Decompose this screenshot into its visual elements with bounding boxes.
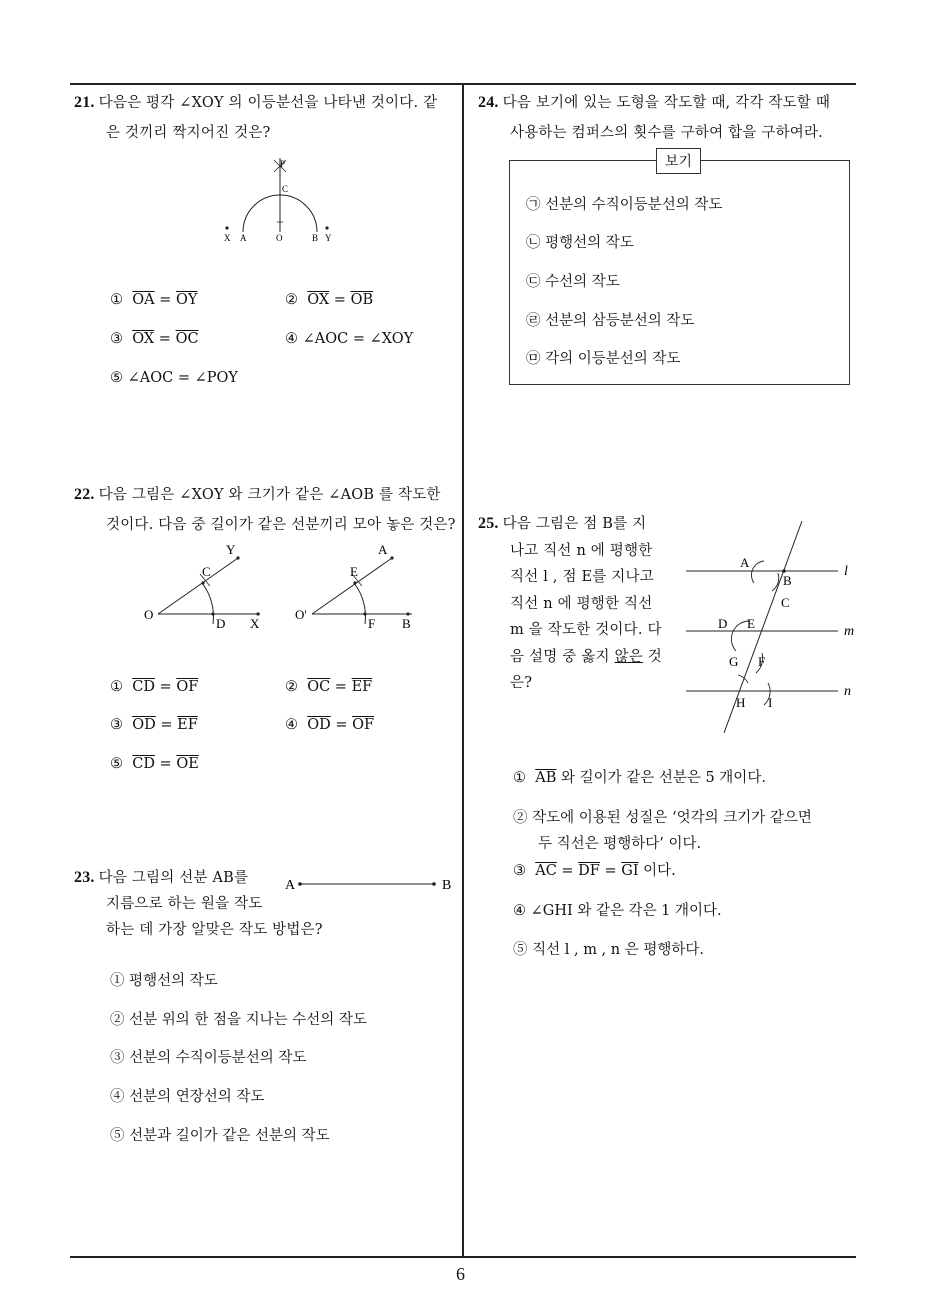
q23-option-1[interactable]: ① 평행선의 작도 xyxy=(110,973,218,989)
q22-line2: 것이다. 다음 중 길이가 같은 선분끼리 모아 놓은 것은? xyxy=(106,517,456,533)
q21-label-A: A xyxy=(240,233,247,243)
q21-label-B: B xyxy=(312,233,319,243)
q23-option-3[interactable]: ③ 선분의 수직이등분선의 작도 xyxy=(110,1050,307,1066)
q22-option-5[interactable]: ⑤ $\overline{CD} = \overline{OE}$ xyxy=(110,756,199,772)
q25-label-C: C xyxy=(781,595,790,610)
q25-label-D: D xyxy=(718,616,728,631)
q21-label-C: C xyxy=(282,184,289,194)
q25-stem xyxy=(478,511,678,697)
q21-label-O: O xyxy=(276,233,283,243)
q22-label-Y: Y xyxy=(226,542,236,557)
q23-line3: 하는 데 가장 알맞은 작도 방법은? xyxy=(106,922,323,938)
q24-bogi-item-5: ㉤ 각의 이등분선의 작도 xyxy=(526,351,681,367)
q24-bogi-item-2: ㉡ 평행선의 작도 xyxy=(526,235,634,251)
q22-label-F: F xyxy=(368,616,376,631)
q25-label-F: F xyxy=(758,654,766,669)
q21-option-4[interactable]: ④ ∠AOC = ∠XOY xyxy=(285,331,414,347)
q25-line4: 직선 n 에 평행한 직선 xyxy=(510,595,653,612)
q23-number: 23. xyxy=(74,869,95,886)
q23-label-A: A xyxy=(285,878,296,893)
q22-label-A: A xyxy=(378,542,388,557)
q22-label-B: B xyxy=(402,616,411,631)
q25-label-n: n xyxy=(844,684,851,699)
q21-line2: 은 것끼리 짝지어진 것은? xyxy=(106,125,271,141)
q21-label-Y: Y xyxy=(325,233,332,243)
q25-figure xyxy=(680,515,865,740)
page-number: 6 xyxy=(456,1264,465,1284)
q22-label-X: X xyxy=(250,616,260,631)
q25-line6: 음 설명 중 옳지 않은 것 xyxy=(510,648,662,665)
q22-label-O: O xyxy=(144,607,154,622)
q25-line1: 다음 그림은 점 B를 지 xyxy=(502,516,647,532)
q22-number: 22. xyxy=(74,486,95,503)
q22-option-4[interactable]: ④ $\overline{OD} = \overline{OF}$ xyxy=(285,717,375,733)
q25-label-m: m xyxy=(844,624,855,639)
q25-label-I: I xyxy=(768,695,773,710)
q25-option-1[interactable]: ① $\overline{AB}$ 와 길이가 같은 선분은 5 개이다. xyxy=(513,770,766,786)
q22-label-C: C xyxy=(202,564,211,579)
q23-line1: 다음 그림의 선분 AB를 xyxy=(98,870,249,886)
q25-label-G: G xyxy=(729,654,739,669)
q21-label-P: P xyxy=(280,159,286,169)
q25-label-E: E xyxy=(747,616,755,631)
q21-label-X: X xyxy=(224,233,231,243)
q24-bogi-item-1: ㉠ 선분의 수직이등분선의 작도 xyxy=(526,197,723,213)
q25-option-3[interactable]: ③ $\overline{AC} = \overline{DF} = \overline{GI}$ 이다. xyxy=(513,863,676,879)
q25-line5: m 을 작도한 것이다. 다 xyxy=(510,622,662,638)
q25-label-H: H xyxy=(736,695,746,710)
q22-figure xyxy=(140,540,430,635)
q22-line1: 다음 그림은 ∠XOY 와 크기가 같은 ∠AOB 를 작도한 xyxy=(98,487,441,503)
q21-stem xyxy=(74,88,459,148)
q25-label-A: A xyxy=(740,555,750,570)
q25-option-4[interactable]: ④ ∠GHI 와 같은 각은 1 개이다. xyxy=(513,903,722,919)
q25-label-l: l xyxy=(844,564,848,579)
q25-label-B: B xyxy=(783,573,792,588)
q25-option-5[interactable]: ⑤ 직선 l , m , n 은 평행하다. xyxy=(513,942,704,958)
q22-stem xyxy=(74,480,459,540)
q22-option-2[interactable]: ② $\overline{OC} = \overline{EF}$ xyxy=(285,679,373,695)
q22-option-1[interactable]: ① $\overline{CD} = \overline{OF}$ xyxy=(110,679,199,695)
q23-option-2[interactable]: ② 선분 위의 한 점을 지나는 수선의 작도 xyxy=(110,1012,367,1028)
q23-option-5[interactable]: ⑤ 선분과 길이가 같은 선분의 작도 xyxy=(110,1128,330,1144)
q22-label-O-prime: O' xyxy=(295,607,307,622)
q21-figure xyxy=(215,150,340,250)
q21-option-2[interactable]: ② $\overline{OX} = \overline{OB}$ xyxy=(285,292,374,308)
q21-option-1[interactable]: ① $\overline{OA} = \overline{OY}$ xyxy=(110,292,198,308)
q21-line1: 다음은 평각 ∠XOY 의 이등분선을 나타낸 것이다. 같 xyxy=(98,95,438,111)
q21-option-5[interactable]: ⑤ ∠AOC = ∠POY xyxy=(110,370,238,386)
q24-line2: 사용하는 컴퍼스의 횟수를 구하여 합을 구하여라. xyxy=(510,125,823,141)
q25-line2: 나고 직선 n 에 평행한 xyxy=(510,542,653,559)
q23-figure xyxy=(282,872,457,896)
q25-option-2[interactable]: ② 작도에 이용된 성질은 ‘엇각의 크기가 같으면 두 직선은 평행하다’ 이다. xyxy=(513,810,812,852)
q21-option-3[interactable]: ③ $\overline{OX} = \overline{OC}$ xyxy=(110,331,199,347)
q24-bogi-item-3: ㉢ 수선의 작도 xyxy=(526,274,620,290)
q24-stem xyxy=(478,88,858,148)
q24-line1: 다음 보기에 있는 도형을 작도할 때, 각각 작도할 때 xyxy=(502,95,831,111)
q23-option-4[interactable]: ④ 선분의 연장선의 작도 xyxy=(110,1089,265,1105)
q22-label-D: D xyxy=(216,616,226,631)
q24-bogi-item-4: ㉣ 선분의 삼등분선의 작도 xyxy=(526,313,695,329)
q22-option-3[interactable]: ③ $\overline{OD} = \overline{EF}$ xyxy=(110,717,198,733)
q25-number: 25. xyxy=(478,515,499,532)
q25-line3: 직선 l , 점 E를 지나고 xyxy=(510,569,654,585)
q22-label-E: E xyxy=(350,564,358,579)
column-divider xyxy=(462,83,464,1257)
q23-label-B: B xyxy=(442,878,452,893)
q25-line7: 은? xyxy=(510,675,533,691)
q21-number: 21. xyxy=(74,94,95,111)
q24-bogi-label: 보기 xyxy=(656,148,701,174)
q23-line2: 지름으로 하는 원을 작도 xyxy=(106,896,263,912)
q24-number: 24. xyxy=(478,94,499,111)
